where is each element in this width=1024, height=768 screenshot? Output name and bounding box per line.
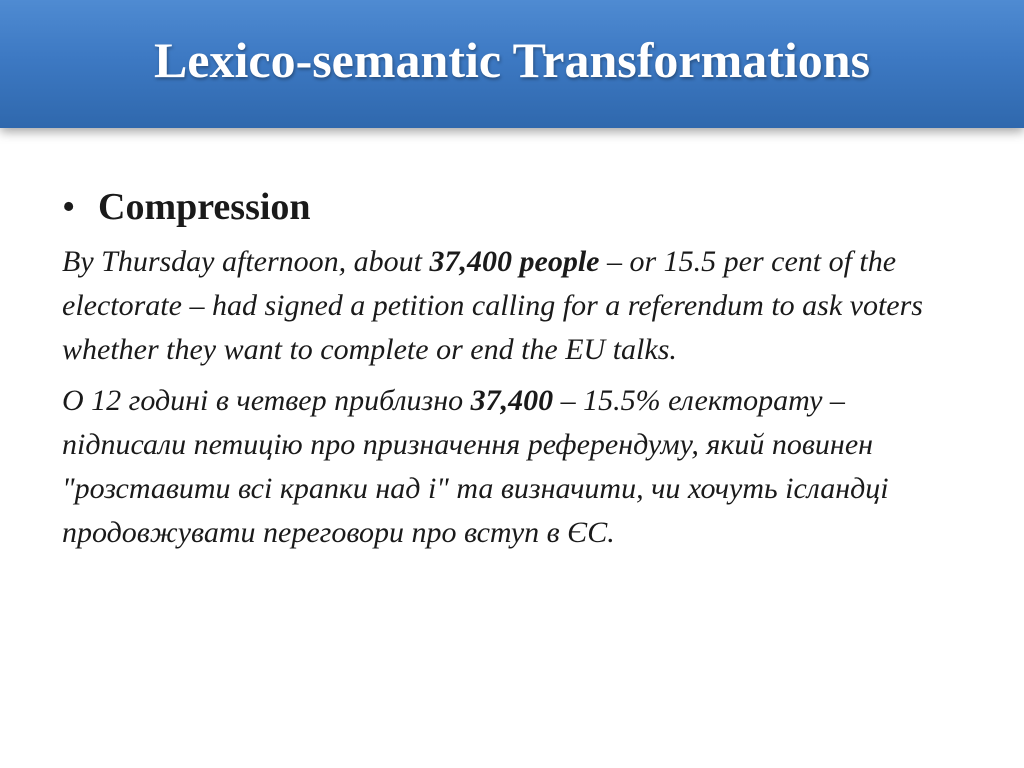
english-example xyxy=(62,240,962,372)
title-bar xyxy=(0,0,1024,128)
english-text-start: By Thursday afternoon, about xyxy=(62,244,430,278)
slide-title: Lexico-semantic Transformations xyxy=(153,32,871,88)
ukrainian-text-start: О 12 годині в четвер приблизно xyxy=(62,383,471,417)
bullet-label: Compression xyxy=(98,186,311,228)
bullet-marker: • xyxy=(62,186,76,228)
ukrainian-text-end: – 15.5% електорату – підписали петицію про призначення референдуму, який повинен "розставити всі крапки над і" та визначити, чи хочуть ісландці продовжувати переговори про вступ в ЄС. xyxy=(62,383,889,549)
ukrainian-bold-number: 37,400 xyxy=(470,383,554,417)
english-bold-phrase: 37,400 people xyxy=(429,244,600,278)
slide-content xyxy=(62,186,962,562)
bullet-item xyxy=(62,186,962,230)
ukrainian-translation xyxy=(62,379,962,555)
english-text-end: – or 15.5 per cent of the electorate – had signed a petition calling for a referendum to ask voters whether they want to complete or end the EU talks. xyxy=(62,244,923,366)
